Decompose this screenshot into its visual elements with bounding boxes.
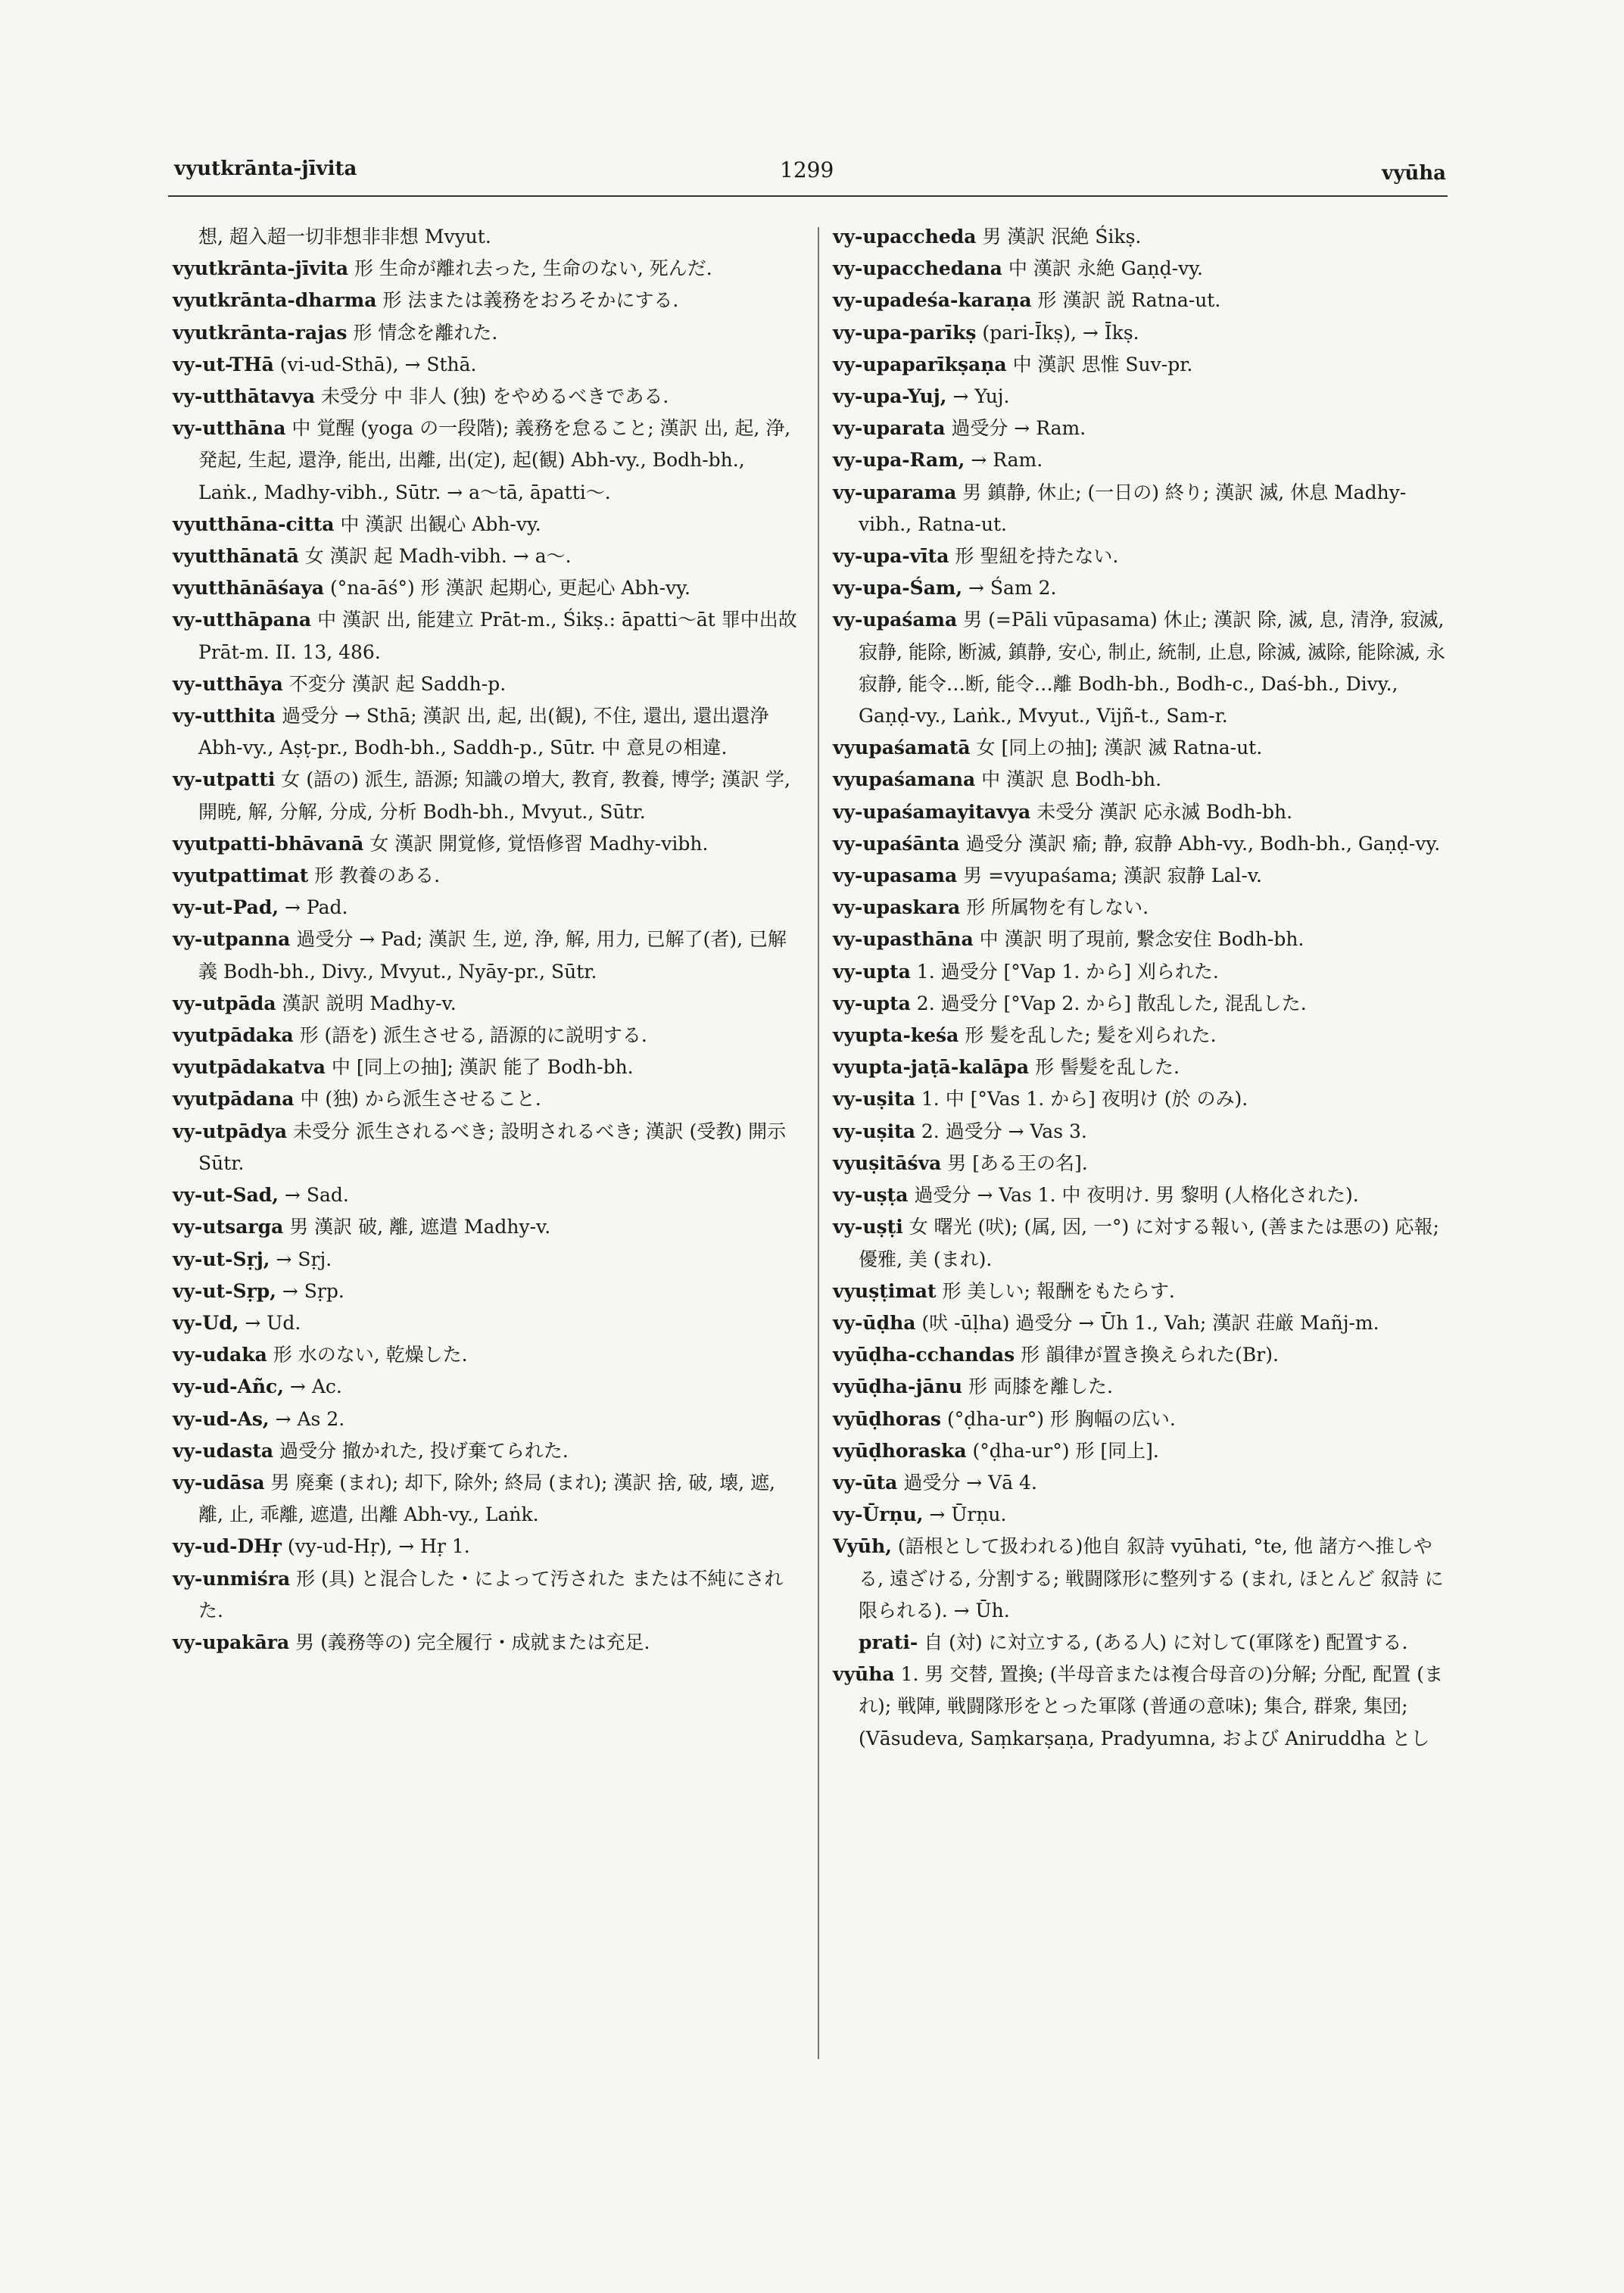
entry-definition: 過受分 → Vā 4. <box>903 1471 1037 1494</box>
entry-definition: 形 聖紐を持たない. <box>955 545 1119 568</box>
entry-definition: 中 覚醒 (yoga の一段階); 義務を怠ること; 漢訳 出, 起, 浄, 発起, 生起, 還浄, 能出, 出離, 出(定), 起(観) Abh-vy., Bodh-bh., Laṅk., Madhy-vibh., Sūtr. → a～tā, āpatti～. <box>198 417 791 503</box>
entry-headword: vy-uṣita <box>833 1088 915 1111</box>
entry-headword: vy-ud-Añc, <box>173 1375 284 1398</box>
entry-headword: vy-upa-parīkṣ <box>833 321 977 344</box>
dictionary-entry <box>173 1276 801 1307</box>
page-header <box>174 157 1446 195</box>
page-number: 1299 <box>780 157 834 182</box>
entry-headword: vyūḍha-jānu <box>833 1375 963 1398</box>
dictionary-entry <box>833 1467 1454 1499</box>
entry-headword: vy-utpāda <box>173 992 276 1014</box>
entry-definition: 中 漢訳 明了現前, 繋念安住 Bodh-bh. <box>979 928 1304 951</box>
entry-definition: 過受分 → Ram. <box>951 417 1086 440</box>
entry-headword: vy-utthita <box>173 705 276 727</box>
entry-definition: → Sṛp. <box>282 1279 344 1302</box>
entry-headword: vy-udasta <box>173 1439 274 1462</box>
entry-headword: vyutthānatā <box>173 545 299 568</box>
entry-headword: vy-ut-Sṛp, <box>173 1279 276 1302</box>
dictionary-entry <box>833 1627 1454 1659</box>
entry-definition: 女 [同上の抽]; 漢訳 滅 Ratna-ut. <box>976 737 1263 759</box>
entry-definition: (°na-āś°) 形 漢訳 起期心, 更起心 Abh-vy. <box>330 577 690 600</box>
entry-headword: vy-upa-vīta <box>833 545 949 568</box>
entry-definition: → Ram. <box>971 449 1043 472</box>
running-head-right: vyūha <box>1382 162 1446 185</box>
dictionary-entry <box>173 1371 801 1403</box>
entry-definition: → Śam 2. <box>968 577 1057 600</box>
entry-definition: → Ud. <box>245 1311 301 1334</box>
right-column <box>833 221 1454 1755</box>
dictionary-entry <box>833 381 1454 413</box>
entry-definition: 男 [ある王の名]. <box>947 1151 1088 1174</box>
entry-definition: (vy-ud-Hṛ), → Hṛ 1. <box>287 1535 470 1558</box>
entry-definition: 形 情念を離れた. <box>353 321 498 344</box>
entry-headword: vy-ud-DHṛ <box>173 1535 282 1558</box>
entry-headword: vy-upaskara <box>833 896 961 919</box>
entry-definition: 中 漢訳 思惟 Suv-pr. <box>1012 353 1193 375</box>
entry-headword: vyutkrānta-jīvita <box>173 257 349 280</box>
header-rule <box>168 195 1448 197</box>
entry-headword: vy-upta <box>833 992 911 1014</box>
entry-definition: (語根として扱われる)他自 叙詩 vyūhati, °te, 他 諸方へ推しやる, 遠ざける, 分割する; 戦闘隊形に整列する (まれ, ほとんど 叙詩 に限られる). → Ūh. <box>859 1535 1444 1622</box>
entry-headword: vy-unmiśra <box>173 1567 291 1590</box>
entry-headword: vy-utthāpana <box>173 609 312 631</box>
entry-definition: 不変分 漢訳 起 Saddh-p. <box>288 672 507 695</box>
entry-headword: vy-udaka <box>173 1344 267 1366</box>
entry-definition: 男 廃棄 (まれ); 却下, 除外; 終局 (まれ); 漢訳 捨, 破, 壊, 遮, 離, 止, 乖離, 遮遣, 出離 Abh-vy., Laṅk. <box>198 1471 775 1526</box>
left-column <box>173 221 801 1659</box>
entry-definition: → Ac. <box>289 1375 342 1398</box>
entry-definition: (°ḍha-ur°) 形 [同上]. <box>972 1439 1159 1462</box>
entry-definition: 形 所属物を有しない. <box>966 896 1149 919</box>
entry-definition: 過受分 → Pad; 漢訳 生, 逆, 浄, 解, 用力, 已解了(者), 已解義 Bodh-bh., Divy., Mvyut., Nyāy-pr., Sūtr. <box>198 928 787 983</box>
dictionary-entry <box>173 1116 801 1179</box>
dictionary-entry <box>833 1116 1454 1148</box>
entry-headword: vy-ūta <box>833 1471 898 1494</box>
dictionary-entry <box>833 253 1454 285</box>
entry-definition: 2. 過受分 → Vas 3. <box>921 1120 1087 1142</box>
entry-definition: → Yuj. <box>952 385 1010 408</box>
dictionary-entry <box>173 988 801 1020</box>
dictionary-entry <box>833 541 1454 572</box>
dictionary-entry <box>833 796 1454 828</box>
entry-headword: vy-utthāya <box>173 672 283 695</box>
entry-definition: 男 (=Pāli vūpasama) 休止; 漢訳 除, 滅, 息, 清浄, 寂滅, 寂静, 能除, 断滅, 鎮静, 安心, 制止, 統制, 止息, 除滅, 滅除, 能除滅, 永寂静, 能令…断, 能令…離 Bodh-bh., Bodh-c., Daś-bh., Divy., Gaṇḍ-vy., Laṅk., Mvyut., Vijñ-t., Sam-r. <box>859 609 1445 727</box>
entry-definition: 未受分 漢訳 応永滅 Bodh-bh. <box>1036 800 1293 823</box>
dictionary-entry <box>173 221 801 253</box>
dictionary-entry <box>173 541 801 572</box>
dictionary-entry <box>833 924 1454 955</box>
entry-definition: 男 鎮静, 休止; (一日の) 終り; 漢訳 滅, 休息 Madhy-vibh., Ratna-ut. <box>859 481 1407 535</box>
entry-headword: Vyūh, <box>833 1535 892 1558</box>
dictionary-entry <box>173 1083 801 1115</box>
entry-headword: vyūḍhoraska <box>833 1439 967 1462</box>
dictionary-entry <box>173 253 801 285</box>
entry-headword: vy-upasama <box>833 865 958 887</box>
entry-headword: vy-uparata <box>833 417 946 440</box>
dictionary-entry <box>833 413 1454 444</box>
dictionary-entry <box>173 892 801 924</box>
dictionary-entry <box>833 1339 1454 1371</box>
entry-headword: prati- <box>859 1631 918 1653</box>
entry-headword: vyutthānāśaya <box>173 577 325 600</box>
dictionary-entry <box>173 1211 801 1243</box>
entry-headword: vy-Ūrṇu, <box>833 1503 924 1526</box>
entry-headword: vyupaśamana <box>833 768 976 791</box>
entry-headword: vy-ut-Sad, <box>173 1184 279 1207</box>
entry-headword: vyutthāna-citta <box>173 512 335 535</box>
dictionary-entry <box>173 381 801 413</box>
dictionary-entry <box>833 764 1454 796</box>
dictionary-entry <box>833 1051 1454 1083</box>
dictionary-entry <box>173 700 801 764</box>
entry-headword: vy-upaśama <box>833 609 958 631</box>
entry-headword: vy-uṣṭa <box>833 1184 909 1207</box>
entry-definition: 形 生命が離れ去った, 生命のない, 死んだ. <box>354 257 712 280</box>
entry-definition: 過受分 漢訳 瘉; 静, 寂静 Abh-vy., Bodh-bh., Gaṇḍ-vy. <box>965 832 1441 855</box>
dictionary-entry <box>833 1020 1454 1051</box>
entry-headword: vyuṣṭimat <box>833 1279 937 1302</box>
entry-headword: vyupta-keśa <box>833 1024 959 1047</box>
entry-definition: 男 =vyupaśama; 漢訳 寂静 Lal-v. <box>963 865 1262 887</box>
entry-headword: vy-upta <box>833 960 911 983</box>
entry-definition: 形 両膝を離した. <box>968 1375 1113 1398</box>
dictionary-entry <box>173 1020 801 1051</box>
dictionary-entry <box>173 1627 801 1659</box>
entry-headword: vy-ūḍha <box>833 1311 916 1334</box>
entry-definition: 過受分 → Sthā; 漢訳 出, 起, 出(観), 不住, 還出, 還出還浄 Abh-vy., Aṣṭ-pr., Bodh-bh., Saddh-p., Sūtr. 中 意見の相違. <box>198 705 769 759</box>
entry-definition: 形 髪を乱した; 髪を刈られた. <box>965 1024 1217 1047</box>
entry-headword: vy-upasthāna <box>833 928 974 951</box>
entry-definition: 女 漢訳 起 Madh-vibh. → a～. <box>304 545 572 568</box>
entry-headword: vy-utpanna <box>173 928 291 951</box>
entry-headword: vy-uparama <box>833 481 957 503</box>
entry-headword: vyutkrānta-dharma <box>173 289 377 312</box>
dictionary-entry <box>833 1435 1454 1467</box>
dictionary-entry <box>833 732 1454 764</box>
entry-definition: 中 漢訳 息 Bodh-bh. <box>981 768 1162 791</box>
dictionary-entry <box>833 1659 1454 1755</box>
dictionary-entry <box>173 349 801 381</box>
dictionary-entry <box>173 413 801 509</box>
dictionary-entry <box>833 892 1454 924</box>
dictionary-entry <box>173 509 801 541</box>
dictionary-entry <box>173 828 801 860</box>
dictionary-entry <box>173 604 801 668</box>
entry-definition: → Sad. <box>284 1184 349 1207</box>
dictionary-entry <box>173 1339 801 1371</box>
entry-definition: 形 法または義務をおろそかにする. <box>382 289 679 312</box>
entry-headword: vy-ud-As, <box>173 1407 270 1430</box>
entry-definition: 形 教養のある. <box>314 865 441 887</box>
entry-definition: 形 美しい; 報酬をもたらす. <box>942 1279 1175 1302</box>
entry-headword: vy-utpādya <box>173 1120 288 1142</box>
entry-headword: vyupaśamatā <box>833 737 971 759</box>
entry-definition: (vi-ud-Sthā), → Sthā. <box>279 353 477 375</box>
entry-definition: 想, 超入超一切非想非非想 Mvyut. <box>198 226 491 248</box>
running-head-left: vyutkrānta-jīvita <box>174 157 357 180</box>
dictionary-entry <box>833 317 1454 349</box>
entry-headword: vyutpatti-bhāvanā <box>173 832 364 855</box>
entry-headword: vyutpādakatva <box>173 1056 326 1079</box>
entry-headword: vy-ut-Sṛj, <box>173 1248 270 1270</box>
dictionary-entry <box>833 860 1454 892</box>
dictionary-entry <box>833 1179 1454 1211</box>
dictionary-entry <box>833 1531 1454 1627</box>
dictionary-entry <box>833 221 1454 253</box>
entry-definition: 中 漢訳 出観心 Abh-vy. <box>340 512 541 535</box>
dictionary-entry <box>833 477 1454 541</box>
entry-headword: vyūḍha-cchandas <box>833 1344 1015 1366</box>
entry-headword: vy-upa-Yuj, <box>833 385 947 408</box>
entry-definition: (°ḍha-ur°) 形 胸幅の広い. <box>946 1407 1176 1430</box>
entry-headword: vy-utthātavya <box>173 385 316 408</box>
entry-headword: vyutpādana <box>173 1088 295 1111</box>
dictionary-entry <box>833 988 1454 1020</box>
entry-headword: vyutpattimat <box>173 865 309 887</box>
entry-definition: 形 韻律が置き換えられた(Br). <box>1021 1344 1279 1366</box>
entry-definition: 中 (独) から派生させること. <box>300 1088 541 1111</box>
dictionary-entry <box>833 1499 1454 1531</box>
entry-definition: 1. 過受分 [°Vap 1. から] 刈られた. <box>916 960 1219 983</box>
dictionary-entry <box>833 1307 1454 1339</box>
entry-definition: 未受分 派生されるべき; 設明されるべき; 漢訳 (受教) 開示 Sūtr. <box>198 1120 787 1174</box>
entry-definition: 女 曙光 (吠); (属, 因, 一°) に対する報い, (善または悪の) 応報; 優雅, 美 (まれ). <box>859 1216 1439 1270</box>
entry-definition: 形 漢訳 説 Ratna-ut. <box>1037 289 1221 312</box>
entry-definition: 形 髻髪を乱した. <box>1035 1056 1180 1079</box>
entry-headword: vy-upacchedana <box>833 257 1002 280</box>
entry-definition: 形 (具) と混合した・によって汚された または不純にされた. <box>198 1567 784 1622</box>
dictionary-entry <box>833 1404 1454 1435</box>
dictionary-entry <box>833 444 1454 476</box>
entry-headword: vy-ut-THā <box>173 353 274 375</box>
dictionary-entry <box>173 572 801 604</box>
dictionary-entry <box>173 1307 801 1339</box>
entry-headword: vy-upaśānta <box>833 832 960 855</box>
entry-headword: vyūḍhoras <box>833 1407 942 1430</box>
entry-headword: vy-utthāna <box>173 417 286 440</box>
entry-definition: → Pad. <box>285 896 348 919</box>
entry-definition: → Ūrṇu. <box>929 1503 1007 1526</box>
entry-definition: 女 (語の) 派生, 語源; 知識の増大, 教育, 教養, 博学; 漢訳 学, 開暁, 解, 分解, 分成, 分析 Bodh-bh., Mvyut., Sūtr. <box>198 768 790 823</box>
entry-definition: 中 漢訳 出, 能建立 Prāt-m., Śikṣ.: āpatti～āt 罪中出故 Prāt-m. II. 13, 486. <box>198 609 797 663</box>
dictionary-entry <box>833 828 1454 860</box>
entry-headword: vy-uṣita <box>833 1120 915 1142</box>
dictionary-entry <box>833 572 1454 604</box>
dictionary-entry <box>833 1371 1454 1403</box>
entry-headword: vy-upaśamayitavya <box>833 800 1031 823</box>
dictionary-entry <box>173 924 801 987</box>
entry-definition: 形 (語を) 派生させる, 語源的に説明する. <box>299 1024 647 1047</box>
entry-definition: 漢訳 説明 Madhy-v. <box>282 992 457 1014</box>
entry-definition: 1. 男 交替, 置換; (半母音または複合母音の)分解; 分配, 配置 (まれ); 戦陣, 戦闘隊形をとった軍隊 (普通の意味); 集合, 群衆, 集団; (Vāsudeva, Saṃkarṣaṇa, Pradyumna, および Aniruddha とし <box>859 1663 1444 1749</box>
dictionary-entry <box>833 285 1454 316</box>
dictionary-entry <box>173 1404 801 1435</box>
entry-definition: 1. 中 [°Vas 1. から] 夜明け (於 のみ). <box>921 1088 1248 1111</box>
dictionary-entry <box>173 285 801 316</box>
dictionary-entry <box>833 1211 1454 1275</box>
dictionary-entry <box>833 1148 1454 1179</box>
entry-headword: vy-upaccheda <box>833 226 977 248</box>
entry-definition: 男 漢訳 破, 離, 遮遣 Madhy-v. <box>289 1216 551 1238</box>
entry-definition: 中 [同上の抽]; 漢訳 能了 Bodh-bh. <box>331 1056 634 1079</box>
entry-definition: (pari-Īkṣ), → Īkṣ. <box>982 321 1139 344</box>
entry-headword: vy-uṣṭi <box>833 1216 903 1238</box>
entry-headword: vy-upaparīkṣaṇa <box>833 353 1007 375</box>
dictionary-entry <box>173 860 801 892</box>
entry-headword: vy-Ud, <box>173 1311 239 1334</box>
entry-definition: 男 (義務等の) 完全履行・成就または充足. <box>295 1631 650 1653</box>
entry-headword: vyutkrānta-rajas <box>173 321 348 344</box>
entry-headword: vy-utpatti <box>173 768 276 791</box>
dictionary-entry <box>833 956 1454 988</box>
dictionary-entry <box>173 1051 801 1083</box>
entry-definition: 中 漢訳 永絶 Gaṇḍ-vy. <box>1008 257 1203 280</box>
dictionary-entry <box>173 1179 801 1211</box>
entry-headword: vyutpādaka <box>173 1024 294 1047</box>
entry-definition: 自 (対) に対立する, (ある人) に対して(軍隊を) 配置する. <box>924 1631 1408 1653</box>
dictionary-entry <box>173 764 801 827</box>
entry-definition: (吠 -ūḷha) 過受分 → Ūh 1., Vah; 漢訳 荘厳 Mañj-m. <box>921 1311 1379 1334</box>
dictionary-entry <box>173 668 801 700</box>
entry-definition: 未受分 中 非人 (独) をやめるべきである. <box>321 385 669 408</box>
entry-definition: 過受分 → Vas 1. 中 夜明け. 男 黎明 (人格化された). <box>914 1184 1359 1207</box>
dictionary-entry <box>833 604 1454 732</box>
entry-definition: 2. 過受分 [°Vap 2. から] 散乱した, 混乱した. <box>916 992 1307 1014</box>
entry-definition: 過受分 撤かれた, 投げ棄てられた. <box>279 1439 569 1462</box>
entry-definition: 形 水のない, 乾燥した. <box>273 1344 468 1366</box>
entry-definition: → As 2. <box>275 1407 345 1430</box>
entry-headword: vyuṣitāśva <box>833 1151 942 1174</box>
dictionary-entry <box>833 1083 1454 1115</box>
entry-headword: vyūha <box>833 1663 895 1686</box>
entry-headword: vy-ut-Pad, <box>173 896 279 919</box>
entry-headword: vy-upadeśa-karaṇa <box>833 289 1032 312</box>
column-divider <box>818 227 819 2059</box>
dictionary-entry <box>833 349 1454 381</box>
entry-headword: vy-upa-Śam, <box>833 577 963 600</box>
entry-definition: 女 漢訳 開覚修, 覚悟修習 Madhy-vibh. <box>369 832 709 855</box>
dictionary-entry <box>833 1276 1454 1307</box>
entry-headword: vy-upakāra <box>173 1631 290 1653</box>
entry-headword: vy-upa-Ram, <box>833 449 965 472</box>
dictionary-entry <box>173 1435 801 1467</box>
dictionary-entry <box>173 1563 801 1627</box>
dictionary-entry <box>173 317 801 349</box>
entry-headword: vy-utsarga <box>173 1216 284 1238</box>
entry-definition: → Sṛj. <box>276 1248 332 1270</box>
entry-headword: vyupta-jaṭā-kalāpa <box>833 1056 1030 1079</box>
dictionary-entry <box>173 1244 801 1276</box>
dictionary-entry <box>173 1467 801 1531</box>
entry-definition: 男 漢訳 泯絶 Śikṣ. <box>982 226 1142 248</box>
entry-headword: vy-udāsa <box>173 1471 265 1494</box>
dictionary-entry <box>173 1531 801 1562</box>
